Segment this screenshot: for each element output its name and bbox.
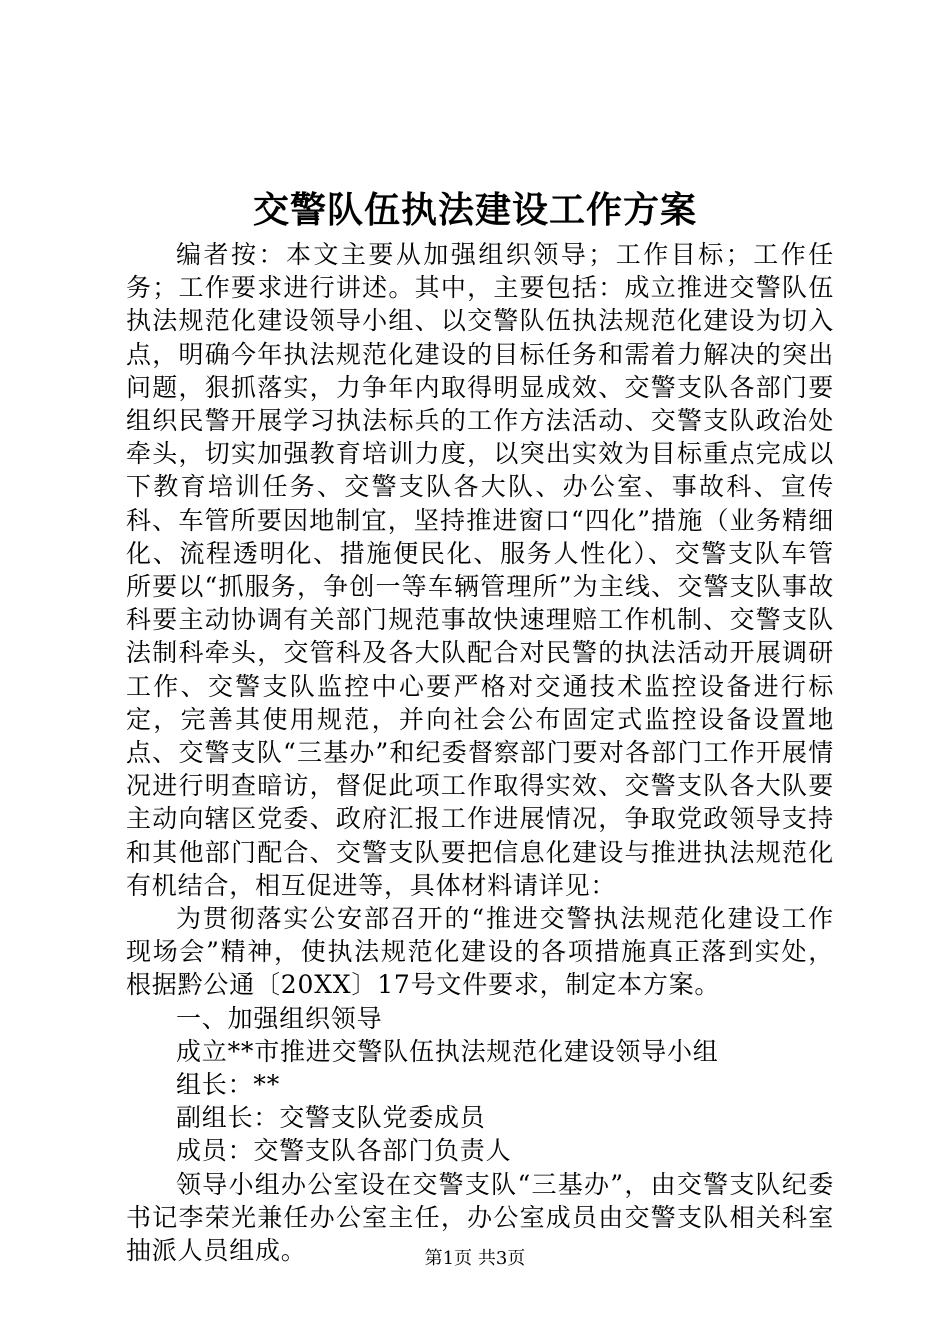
page-footer: 第1页 共3页 [424,1248,526,1269]
intro-paragraph: 为贯彻落实公安部召开的“推进交警执法规范化建设工作现场会”精神，使执法规范化建设的各项措施真正落到实处，根据黔公通〔20XX〕17号文件要求，制定本方案。 [126,904,834,1000]
section-heading: 一、加强组织领导 [176,1003,383,1033]
office-note-paragraph: 领导小组办公室设在交警支队“三基办”，由交警支队纪委书记李荣光兼任办公室主任，办公室成员由交警支队相关科室抽派人员组成。 [126,1169,834,1266]
deputy-leader-line: 副组长：交警支队党委成员 [176,1103,486,1133]
leader-line: 组长：** [176,1070,281,1100]
members-line: 成员：交警支队各部门负责人 [176,1136,512,1166]
group-established-line: 成立**市推进交警队伍执法规范化建设领导小组 [176,1036,719,1066]
editor-note-paragraph: 编者按：本文主要从加强组织领导；工作目标；工作任务；工作要求进行讲述。其中，主要包括：成立推进交警队伍执法规范化建设领导小组、以交警队伍执法规范化建设为切入点，明确今年执法规范化建设的目标任务和需着力解决的突出问题，狠抓落实，力争年内取得明显成效、交警支队各部门要组织民警开展学习执法标兵的工作方法活动、交警支队政治处牵头，切实加强教育培训力度，以突出实效为目标重点完成以下教育培训任务、交警支队各大队、办公室、事故科、宣传科、车管所要因地制宜，坚持推进窗口“四化”措施（业务精细化、流程透明化、措施便民化、服务人性化）、交警支队车管所要以“抓服务，争创一等车辆管理所”为主线、交警支队事故科要主动协调有关部门规范事故快速理赔工作机制、交警支队法制科牵头，交管科及各大队配合对民警的执法活动开展调研工作、交警支队监控中心要严格对交通技术监控设备进行标定，完善其使用规范，并向社会公布固定式监控设备设置地点、交警支队“三基办”和纪委督察部门要对各部门工作开展情况进行明查暗访，督促此项工作取得实效、交警支队各大队要主动向辖区党委、政府汇报工作进展情况，争取党政领导支持和其他部门配合、交警支队要把信息化建设与推进执法规范化有机结合，相互促进等，具体材料请详见： [126,240,834,900]
document-title: 交警队伍执法建设工作方案 [252,189,697,231]
document-body [126,238,834,1267]
